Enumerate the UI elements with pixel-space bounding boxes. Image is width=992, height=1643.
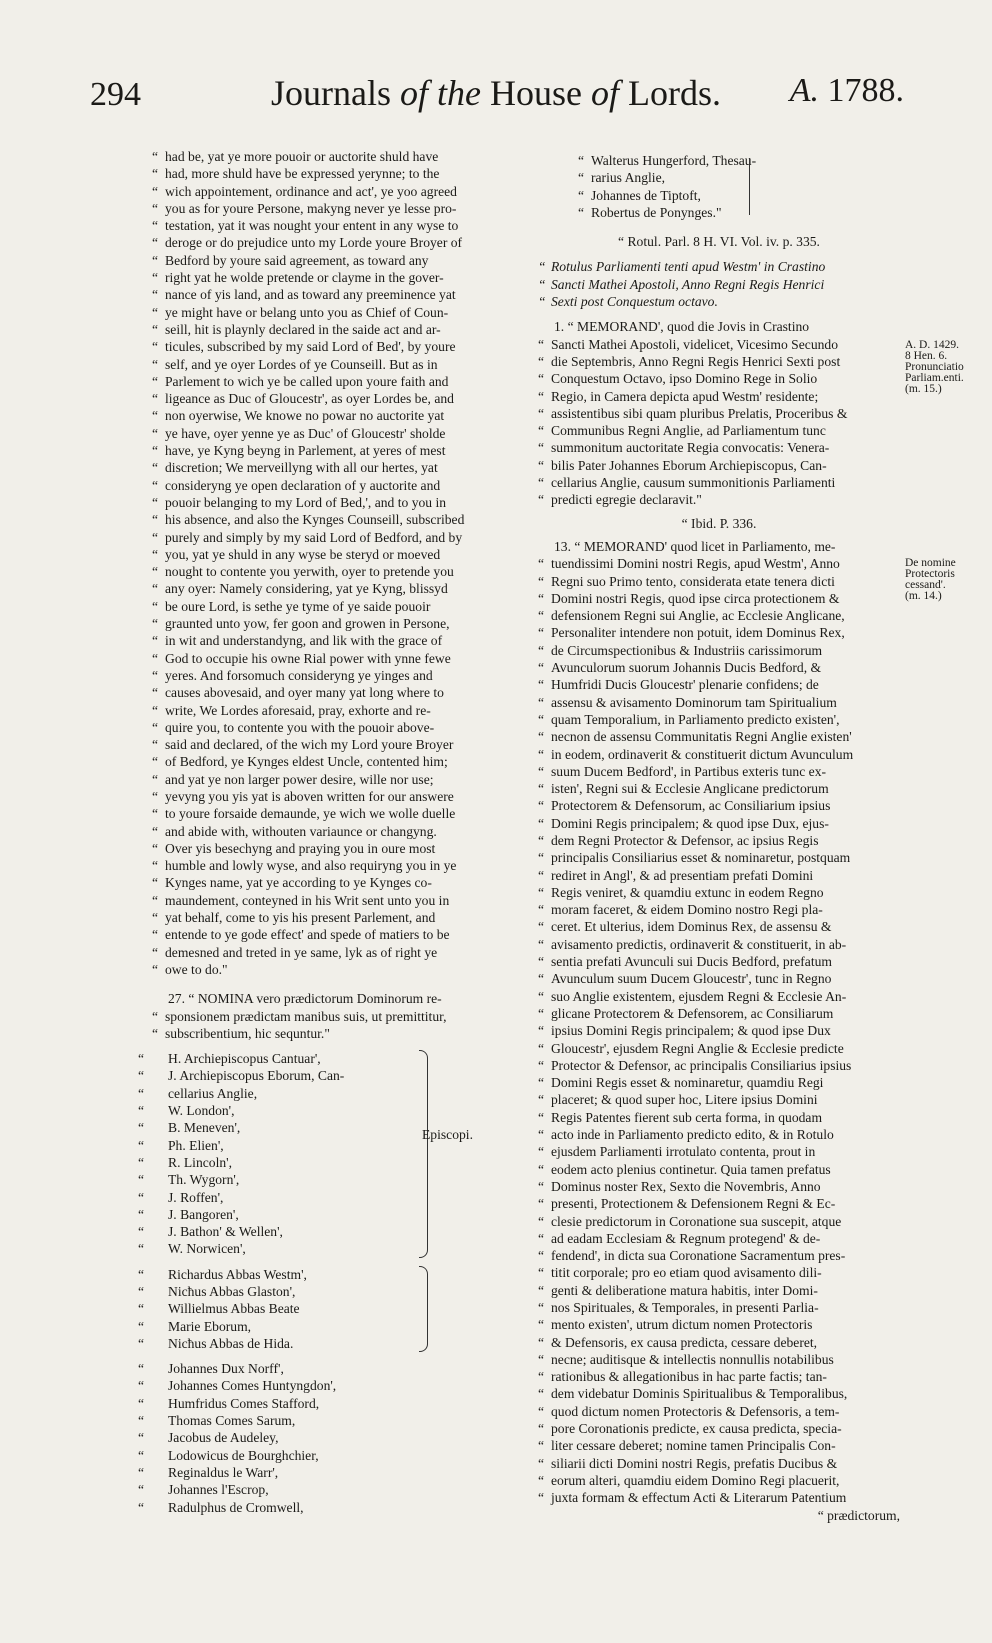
signatory-name: “ Ph. Elien', bbox=[152, 1137, 432, 1154]
text-line: “ nance of yis land, and as toward any preeminence yat bbox=[152, 286, 528, 303]
margin-note-2 bbox=[905, 558, 985, 602]
text-line: “ deroge or do prejudice unto my Lorde youre Broyer of bbox=[152, 234, 528, 251]
year-heading bbox=[790, 72, 904, 110]
abbates-list bbox=[152, 1266, 432, 1352]
year-prefix: A. bbox=[789, 72, 819, 109]
text-line: “ ceret. Et ulterius, idem Dominus Rex, de assensu & bbox=[538, 918, 900, 935]
text-line: “ nought to contente you yerwith, oyer to pretende you bbox=[152, 563, 528, 580]
text-line: “ Sexti post Conquestum octavo. bbox=[538, 293, 900, 310]
text-line: “ yeres. And forsomuch consideryng ye yinges and bbox=[152, 667, 528, 684]
text-line: “ and abide with, withouten variaunce or changyng. bbox=[152, 823, 528, 840]
text-line: “ necne; auditisque & intellectis nonnullis notabilibus bbox=[538, 1351, 900, 1368]
text-line: “ Domini nostri Regis, quod ipse circa protectionem & bbox=[538, 590, 900, 607]
text-line: “ dem Regni Protector & Defensor, ac ipsius Regis bbox=[538, 832, 900, 849]
text-line: “ Over yis besechyng and praying you in oure most bbox=[152, 840, 528, 857]
text-line: “ ye might have or belang unto you as Chief of Coun- bbox=[152, 304, 528, 321]
episcopi-list bbox=[152, 1050, 432, 1258]
text-line: “ de Circumspectionibus & Industriis carissimorum bbox=[538, 642, 900, 659]
signatory-name: “ R. Lincoln', bbox=[152, 1154, 432, 1171]
memorandum-1 bbox=[538, 318, 900, 508]
text-line: “ ticules, subscribed by my said Lord of Bed', by youre bbox=[152, 338, 528, 355]
signatory-name: “ W. Norwicen', bbox=[152, 1240, 432, 1257]
title-part: Lords. bbox=[619, 73, 721, 113]
text-line: “ Sancti Mathei Apostoli, Anno Regni Regis Henrici bbox=[538, 276, 900, 293]
text-line: “ assensu & avisamento Dominorum tam Spiritualium bbox=[538, 694, 900, 711]
text-line: “ maundement, conteyned in his Writ sent unto you in bbox=[152, 892, 528, 909]
text-line: “ ye have, oyer yenne ye as Duc' of Gloucestr' sholde bbox=[152, 425, 528, 442]
signatory-name: “ cellarius Anglie, bbox=[152, 1085, 432, 1102]
text-line: “ tuendissimi Domini nostri Regis, apud Westm', Anno bbox=[538, 555, 900, 572]
right-column bbox=[538, 148, 900, 1524]
signatory-name: “ J. Archiepiscopus Eborum, Can- bbox=[152, 1067, 432, 1084]
signatory-name: “ Johannes Comes Huntyngdon', bbox=[152, 1377, 432, 1394]
text-line: “ causes abovesaid, and oyer many yat long where to bbox=[152, 684, 528, 701]
text-line: “ pouoir belanging to my Lord of Bed,', and to you in bbox=[152, 494, 528, 511]
reference-note: “ Ibid. P. 336. bbox=[681, 515, 757, 531]
text-line: “ pore Coronationis predicte, ex causa predicta, specia- bbox=[538, 1420, 900, 1437]
text-line: “ self, and ye oyer Lordes of ye Counseill. But as in bbox=[152, 356, 528, 373]
title-part: of the bbox=[400, 73, 481, 113]
text-line: “ Protectorem & Defensorum, ac Consiliarium ipsius bbox=[538, 797, 900, 814]
text-line: “ in wit and understandyng, and lik with the grace of bbox=[152, 632, 528, 649]
signatory-name: “ H. Archiepiscopus Cantuar', bbox=[152, 1050, 432, 1067]
text-line: “ Parlement to wich ye be called upon youre faith and bbox=[152, 373, 528, 390]
text-line: “ discretion; We merveillyng with all our hertes, yat bbox=[152, 459, 528, 476]
text-line: “ in eodem, ordinaverit & constituerit dictum Avunculum bbox=[538, 746, 900, 763]
signatory-name: “ Johannes l'Escrop, bbox=[152, 1481, 432, 1498]
text-line: “ Sancti Mathei Apostoli, videlicet, Vicesimo Secundo bbox=[538, 336, 900, 353]
text-line: “ juxta formam & effectum Acti & Literarum Patentium bbox=[538, 1489, 900, 1506]
text-line: “ wich appointement, ordinance and act', ye yoo agreed bbox=[152, 183, 528, 200]
episcopi-group bbox=[152, 1050, 528, 1258]
title-part: House bbox=[480, 73, 591, 113]
text-line: “ and yat ye non larger power desire, wille nor use; bbox=[152, 771, 528, 788]
text-line: “ avisamento predictis, ordinaverit & constituerit, in ab- bbox=[538, 936, 900, 953]
margin-line: (m. 14.) bbox=[905, 590, 942, 602]
text-line: “ ad eadam Ecclesiam & Regnum protegend' & de- bbox=[538, 1230, 900, 1247]
text-line: “ seill, hit is playnly declared in the saide act and ar- bbox=[152, 321, 528, 338]
text-line: “ Domini Regis esset & nominaretur, quamdiu Regi bbox=[538, 1074, 900, 1091]
text-line: “ sponsionem prædictam manibus suis, ut premittitur, bbox=[152, 1008, 528, 1025]
text-line: “ you as for youre Persone, makyng never ye lesse pro- bbox=[152, 200, 528, 217]
text-line: “ moram faceret, & eidem Domino nostro Regi pla- bbox=[538, 901, 900, 918]
comites-list bbox=[152, 1360, 432, 1516]
text-line: “ God to occupie his owne Rial power with ynne fewe bbox=[152, 650, 528, 667]
text-line: “ his absence, and also the Kynges Counseill, subscribed bbox=[152, 511, 528, 528]
text-line: “ ipsius Domini Regis principalem; & quod ipse Dux bbox=[538, 1022, 900, 1039]
brace bbox=[419, 1050, 428, 1258]
text-line: “ Protector & Defensor, ac principalis Consiliarius ipsius bbox=[538, 1057, 900, 1074]
catchword: “ prædictorum, bbox=[817, 1507, 900, 1523]
margin-line: Protectoris bbox=[905, 568, 955, 580]
text-line: “ of Bedford, ye Kynges eldest Uncle, contented him; bbox=[152, 753, 528, 770]
signatory-name: “ Jacobus de Audeley, bbox=[152, 1429, 432, 1446]
text-line: “ write, We Lordes aforesaid, pray, exhorte and re- bbox=[152, 702, 528, 719]
text-line: “ nos Spirituales, & Temporales, in presenti Parlia- bbox=[538, 1299, 900, 1316]
text-line: “ yevyng you yis yat is aboven written for our answere bbox=[152, 788, 528, 805]
text-line: “ rediret in Angl', & ad presentiam prefati Domini bbox=[538, 867, 900, 884]
text-line: “ graunted unto yow, fer goon and growen in Persone, bbox=[152, 615, 528, 632]
margin-line: cessand'. bbox=[905, 579, 946, 591]
text-line: “ acto inde in Parliamento predicto edito, & in Rotulo bbox=[538, 1126, 900, 1143]
text-line: “ had be, yat ye more pouoir or auctorite shuld have bbox=[152, 148, 528, 165]
text-line: 27. “ NOMINA vero prædictorum Dominorum re- bbox=[168, 991, 442, 1007]
text-line: “ ligeance as Duc of Gloucestr', as oyer Lordes be, and bbox=[152, 390, 528, 407]
title-part: of bbox=[590, 73, 619, 113]
signatory-name: “ Reginaldus le Warr', bbox=[152, 1464, 432, 1481]
text-line: “ Regni suo Primo tento, considerata etate tenera dicti bbox=[538, 573, 900, 590]
signatory-name: “ W. London', bbox=[152, 1102, 432, 1119]
text-line: “ testation, yat it was nought your entent in any wyse to bbox=[152, 217, 528, 234]
text-line: “ bilis Pater Johannes Eborum Archiepiscopus, Can- bbox=[538, 457, 900, 474]
text-line: “ suo Anglie existentem, ejusdem Regni & Ecclesie An- bbox=[538, 988, 900, 1005]
text-line: “ cellarius Anglie, causum summonitionis Parliamenti bbox=[538, 474, 900, 491]
text-line: “ Avunculum suum Ducem Gloucestr', tunc in Regno bbox=[538, 970, 900, 987]
text-line: “ yat behalf, come to yis his present Parlement, and bbox=[152, 909, 528, 926]
margin-line: A. D. 1429. bbox=[905, 339, 959, 351]
signatory-name: “ J. Roffen', bbox=[152, 1189, 432, 1206]
signatory-name: “ Johannes de Tiptoft, bbox=[578, 187, 900, 204]
brace bbox=[743, 158, 750, 215]
margin-line: 8 Hen. 6. bbox=[905, 350, 948, 362]
text-line: “ siliarii dicti Domini nostri Regis, prefatis Ducibus & bbox=[538, 1455, 900, 1472]
margin-line: De nomine bbox=[905, 557, 956, 569]
text-line: “ Humfridi Ducis Gloucestr' plenarie confidens; de bbox=[538, 676, 900, 693]
text-line: “ entende to ye gode effect' and spede of matiers to be bbox=[152, 926, 528, 943]
comites-group bbox=[152, 1360, 528, 1516]
signatory-name: “ Johannes Dux Norff', bbox=[152, 1360, 432, 1377]
text-line: “ defensionem Regni sui Anglie, ac Ecclesie Anglicane, bbox=[538, 607, 900, 624]
text-line: “ isten', Regni sui & Ecclesie Anglicane predictorum bbox=[538, 780, 900, 797]
reference-note: “ Rotul. Parl. 8 H. VI. Vol. iv. p. 335. bbox=[618, 234, 820, 250]
text-line: “ principalis Consiliarius esset & nominaretur, postquam bbox=[538, 849, 900, 866]
rotulus-heading bbox=[538, 258, 900, 310]
year-value: 1788. bbox=[827, 72, 904, 109]
text-line: “ Bedford by youre said agreement, as toward any bbox=[152, 252, 528, 269]
text-line: “ quam Temporalium, in Parliamento predicto existen', bbox=[538, 711, 900, 728]
margin-line: (m. 15.) bbox=[905, 383, 942, 395]
text-line: “ Dominus noster Rex, Sexto die Novembris, Anno bbox=[538, 1178, 900, 1195]
signatory-name: “ J. Bangoren', bbox=[152, 1206, 432, 1223]
text-line: “ ejusdem Parliamenti irrotulato contenta, prout in bbox=[538, 1143, 900, 1160]
signatory-name: “ Nicħus Abbas Glaston', bbox=[152, 1283, 432, 1300]
title-part: Journals bbox=[271, 73, 400, 113]
text-line: “ Conquestum Octavo, ipso Domino Rege in Solio bbox=[538, 370, 900, 387]
text-line: “ had, more shuld have be expressed yerynne; to the bbox=[152, 165, 528, 182]
signatory-name: “ Thomas Comes Sarum, bbox=[152, 1412, 432, 1429]
text-line: “ subscribentium, hic sequntur." bbox=[152, 1025, 528, 1042]
signatory-name: “ Robertus de Ponynges." bbox=[578, 204, 900, 221]
text-line: “ titit corporale; pro eo etiam quod avisamento dili- bbox=[538, 1264, 900, 1281]
text-line: “ eodem acto plenius continetur. Quia tamen prefatus bbox=[538, 1161, 900, 1178]
text-line: “ assistentibus sibi quam pluribus Prelatis, Proceribus & bbox=[538, 405, 900, 422]
page-number: 294 bbox=[90, 76, 141, 113]
signatory-name: “ Nicħus Abbas de Hida. bbox=[152, 1335, 432, 1352]
text-line: “ Rotulus Parliamenti tenti apud Westm' in Crastino bbox=[538, 258, 900, 275]
continuation-text bbox=[152, 148, 528, 978]
signatory-name: “ J. Bathon' & Wellen', bbox=[152, 1223, 432, 1240]
signatory-name: “ Humfridus Comes Stafford, bbox=[152, 1395, 432, 1412]
text-line: “ have, ye Kyng beyng in Parlement, at yeres of mest bbox=[152, 442, 528, 459]
text-line: “ Regis Patentes fierent sub certa forma, in quodam bbox=[538, 1109, 900, 1126]
text-line: “ mento existen', utrum dictum nomen Protectoris bbox=[538, 1316, 900, 1333]
text-line: “ Regio, in Camera depicta apud Westm' residente; bbox=[538, 388, 900, 405]
text-line: “ suum Ducem Bedford', in Partibus exteris tunc ex- bbox=[538, 763, 900, 780]
signatory-name: “ Walterus Hungerford, Thesau- bbox=[578, 152, 900, 169]
text-line: “ to youre forsaide demaunde, ye wich we wolle duelle bbox=[152, 805, 528, 822]
text-line: “ you, yat ye shuld in any wyse be steryd or moeved bbox=[152, 546, 528, 563]
text-line: “ glicane Protectorem & Defensorem, ac Consiliarum bbox=[538, 1005, 900, 1022]
text-line: “ Personaliter intendere non potuit, idem Dominus Rex, bbox=[538, 624, 900, 641]
text-line: “ rationibus & allegationibus in hac parte factis; tan- bbox=[538, 1368, 900, 1385]
text-line: “ consideryng ye open declaration of y auctorite and bbox=[152, 477, 528, 494]
text-line: “ dem videbatur Dominis Spiritualibus & Temporalibus, bbox=[538, 1385, 900, 1402]
text-line: “ Kynges name, yat ye according to ye Kynges co- bbox=[152, 874, 528, 891]
text-line: “ necnon de assensu Communitatis Regni Anglie existen' bbox=[538, 728, 900, 745]
text-line: “ placeret; & quod super hoc, Litere ipsius Domini bbox=[538, 1091, 900, 1108]
text-line: “ humble and lowly wyse, and also requiryng you in ye bbox=[152, 857, 528, 874]
text-line: 13. “ MEMORAND' quod licet in Parliamento, me- bbox=[554, 538, 836, 554]
text-line: “ liter cessare deberet; nomine tamen Principalis Con- bbox=[538, 1437, 900, 1454]
text-line: “ non oyerwise, We knowe no powar no auctorite yat bbox=[152, 407, 528, 424]
signatory-name: “ Marie Eborum, bbox=[152, 1318, 432, 1335]
text-line: “ genti & deliberatione matura habitis, inter Domi- bbox=[538, 1282, 900, 1299]
signatories-list bbox=[578, 152, 900, 221]
text-line: “ fendend', in dicta sua Coronatione Sacramentum pres- bbox=[538, 1247, 900, 1264]
text-line: “ be oure Lord, is sethe ye tyme of ye saide pouoir bbox=[152, 598, 528, 615]
text-line: 1. “ MEMORAND', quod die Jovis in Crastino bbox=[554, 319, 810, 335]
text-line: “ clesie predictorum in Coronatione sua suscepit, atque bbox=[538, 1213, 900, 1230]
text-line: “ eorum alteri, quamdiu eidem Domino Regi placuerit, bbox=[538, 1472, 900, 1489]
text-line: “ Avunculorum suorum Johannis Ducis Bedford, & bbox=[538, 659, 900, 676]
text-line: “ summonitum auctoritate Regia convocatis: Venera- bbox=[538, 439, 900, 456]
brace bbox=[419, 1266, 428, 1352]
episcopi-label: Episcopi. bbox=[422, 1127, 473, 1143]
signatory-name: “ Lodowicus de Bourghchier, bbox=[152, 1447, 432, 1464]
text-line: “ & Defensoris, ex causa predicta, cessare deberet, bbox=[538, 1334, 900, 1351]
text-line: “ Gloucestr', ejusdem Regni Anglie & Ecclesie predicte bbox=[538, 1040, 900, 1057]
text-line: “ presenti, Protectionem & Defensionem Regni & Ec- bbox=[538, 1195, 900, 1212]
text-line: “ predicti egregie declaravit." bbox=[538, 491, 900, 508]
signatory-name: “ Th. Wygorn', bbox=[152, 1171, 432, 1188]
text-line: “ Domini Regis principalem; & quod ipse Dux, ejus- bbox=[538, 815, 900, 832]
signatory-name: “ Radulphus de Cromwell, bbox=[152, 1499, 432, 1516]
text-line: “ said and declared, of the wich my Lord youre Broyer bbox=[152, 736, 528, 753]
signatory-name: “ B. Meneven', bbox=[152, 1119, 432, 1136]
abbates-group bbox=[152, 1266, 528, 1352]
text-line: “ quire you, to contente you with the pouoir above- bbox=[152, 719, 528, 736]
text-line: “ die Septembris, Anno Regni Regis Henrici Sexti post bbox=[538, 353, 900, 370]
text-line: “ Communibus Regni Anglie, ad Parliamentum tunc bbox=[538, 422, 900, 439]
text-line: “ Regis veniret, & quamdiu extunc in eodem Regno bbox=[538, 884, 900, 901]
text-line: “ right yat he wolde pretende or clayme in the gover- bbox=[152, 269, 528, 286]
margin-note-1 bbox=[905, 340, 985, 395]
left-column bbox=[152, 148, 528, 1524]
text-line: “ quod dictum nomen Protectoris & Defensoris, a tem- bbox=[538, 1403, 900, 1420]
margin-line: Pronunciatio bbox=[905, 361, 964, 373]
text-line: “ demesned and treted in ye same, lyk as of right ye bbox=[152, 944, 528, 961]
text-line: “ owe to do." bbox=[152, 961, 528, 978]
signatory-name: “ Richardus Abbas Westm', bbox=[152, 1266, 432, 1283]
text-line: “ purely and simply by my said Lord of Bedford, and by bbox=[152, 529, 528, 546]
signatories-block bbox=[538, 152, 900, 221]
running-header bbox=[0, 58, 992, 128]
signatory-name: “ Willielmus Abbas Beate bbox=[152, 1300, 432, 1317]
margin-line: Parliam.enti. bbox=[905, 372, 964, 384]
text-line: “ any oyer: Namely considering, yat ye Kyng, blissyd bbox=[152, 580, 528, 597]
text-line: “ sentia prefati Avunculi sui Ducis Bedford, prefatum bbox=[538, 953, 900, 970]
signatory-name: “ rarius Anglie, bbox=[578, 169, 900, 186]
paragraph-27 bbox=[152, 990, 528, 1042]
memorandum-13 bbox=[538, 538, 900, 1507]
